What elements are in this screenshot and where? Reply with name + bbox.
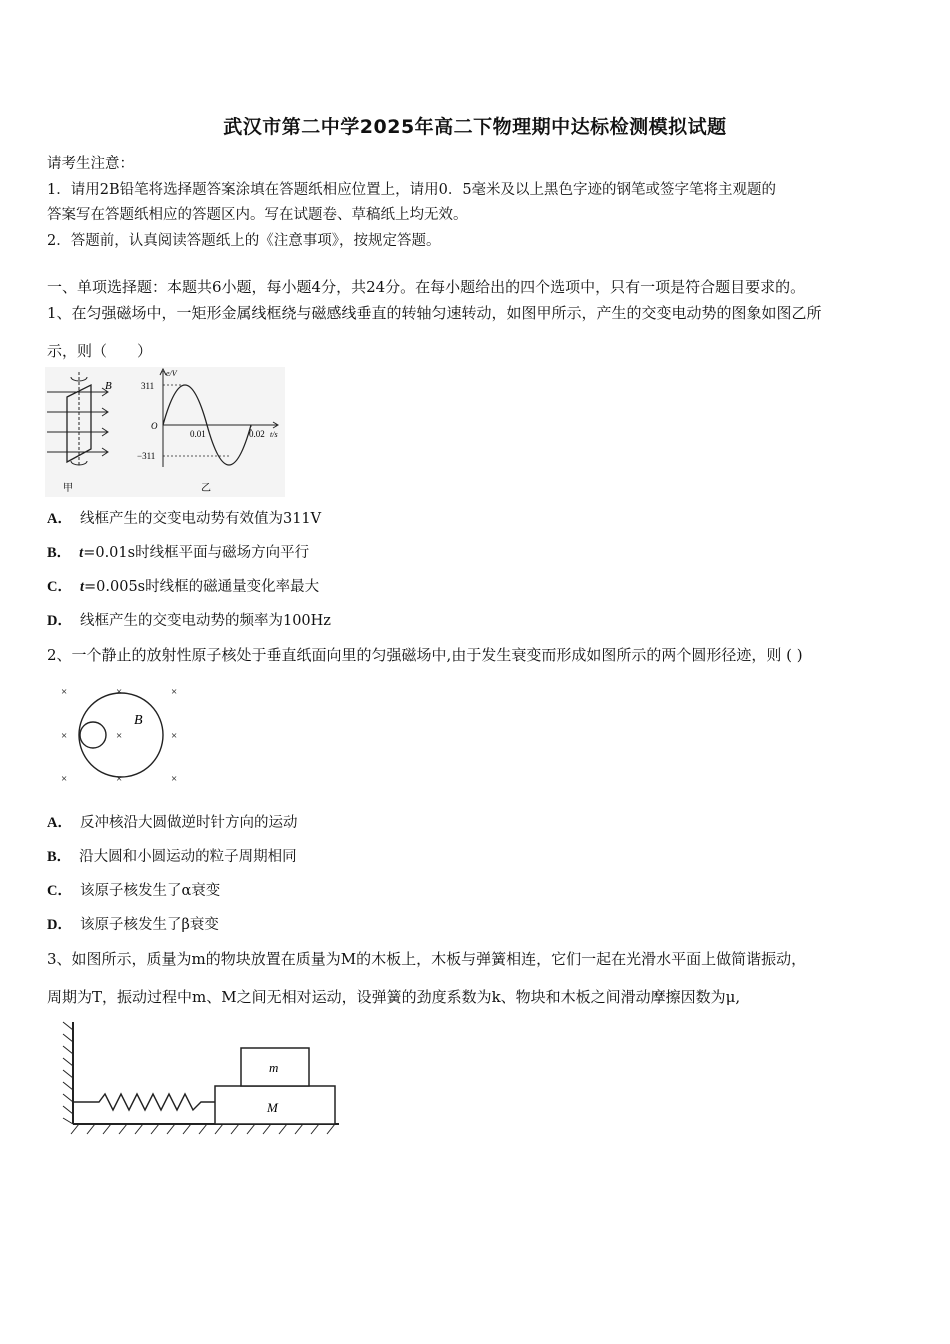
q2-option-b: B． 沿大圆和小圆运动的粒子周期相同 (47, 849, 297, 865)
q2-stem: 2、一个静止的放射性原子核处于垂直纸面向里的匀强磁场中,由于发生衰变而形成如图所示的两个圆形径迹，则 ( ) (47, 646, 803, 664)
y-max-label: 311 (141, 381, 155, 391)
svg-text:×: × (61, 730, 68, 742)
notice-item-1-line-2: 答案写在答题纸相应的答题区内。写在试题卷、草稿纸上均无效。 (47, 207, 468, 223)
x2-label: 0.02 (249, 429, 265, 439)
floor-hatching (71, 1124, 335, 1134)
label-b: B (134, 713, 143, 728)
y-min-label: −311 (137, 451, 156, 461)
small-circle-track (80, 722, 106, 748)
x1-label: 0.01 (190, 429, 206, 439)
q3-figure (55, 1018, 345, 1147)
spring (73, 1094, 215, 1110)
svg-text:×: × (116, 686, 123, 698)
q1-option-a: A． 线框产生的交变电动势有效值为311V (47, 511, 322, 527)
svg-text:×: × (171, 686, 178, 698)
svg-text:×: × (171, 773, 178, 785)
label-yi: 乙 (201, 483, 211, 494)
q1-option-b: B． t=0.01s时线框平面与磁场方向平行 (47, 545, 310, 561)
q3-stem-line-2: 周期为T，振动过程中m、M之间无相对运动，设弹簧的劲度系数为k、物块和木板之间滑动摩擦因数为μ, (47, 988, 741, 1006)
svg-text:×: × (171, 730, 178, 742)
q2-option-c: C． 该原子核发生了α衰变 (47, 883, 221, 899)
q2-option-a: A． 反冲核沿大圆做逆时针方向的运动 (47, 815, 298, 831)
notice-heading: 请考生注意： (47, 156, 134, 172)
label-jia: 甲 (63, 483, 73, 494)
origin-label: O (151, 421, 158, 431)
q1-stem-line-1: 1、在匀强磁场中，一矩形金属线框绕与磁感线垂直的转轴匀速转动，如图甲所示，产生的交变电动势的图象如图乙所 (47, 304, 822, 322)
q2-option-d: D． 该原子核发生了β衰变 (47, 917, 219, 933)
page-title: 武汉市第二中学2025年高二下物理期中达标检测模拟试题 (223, 116, 727, 138)
wall-hatching (63, 1022, 73, 1124)
axis-x-label: t/s (270, 430, 278, 439)
notice-item-1-line-1: 1．请用2B铅笔将选择题答案涂填在答题纸相应位置上，请用0．5毫米及以上黑色字迹的钢笔或签字笔将主观题的 (47, 182, 777, 198)
svg-text:×: × (61, 773, 68, 785)
axis-y-label: e/V (166, 369, 177, 378)
q1-option-c: C． t=0.005s时线框的磁通量变化率最大 (47, 579, 320, 595)
q2-figure (52, 680, 192, 794)
svg-text:×: × (61, 686, 68, 698)
section-heading: 一、单项选择题：本题共6小题，每小题4分，共24分。在每小题给出的四个选项中，只有一项是符合题目要求的。 (47, 278, 806, 296)
label-b: B (105, 380, 112, 392)
q1-figure (45, 367, 285, 501)
label-small-m: m (269, 1060, 279, 1075)
q1-stem-line-2: 示，则（ ） (47, 342, 153, 360)
notice-item-2: 2．答题前，认真阅读答题纸上的《注意事项》，按规定答题。 (47, 233, 441, 249)
svg-text:×: × (116, 773, 123, 785)
q1-option-d: D． 线框产生的交变电动势的频率为100Hz (47, 613, 331, 629)
q3-stem-line-1: 3、如图所示，质量为m的物块放置在质量为M的木板上，木板与弹簧相连，它们一起在光滑水平面上做简谐振动， (47, 950, 807, 968)
svg-text:×: × (116, 730, 123, 742)
label-big-m: M (267, 1100, 278, 1115)
